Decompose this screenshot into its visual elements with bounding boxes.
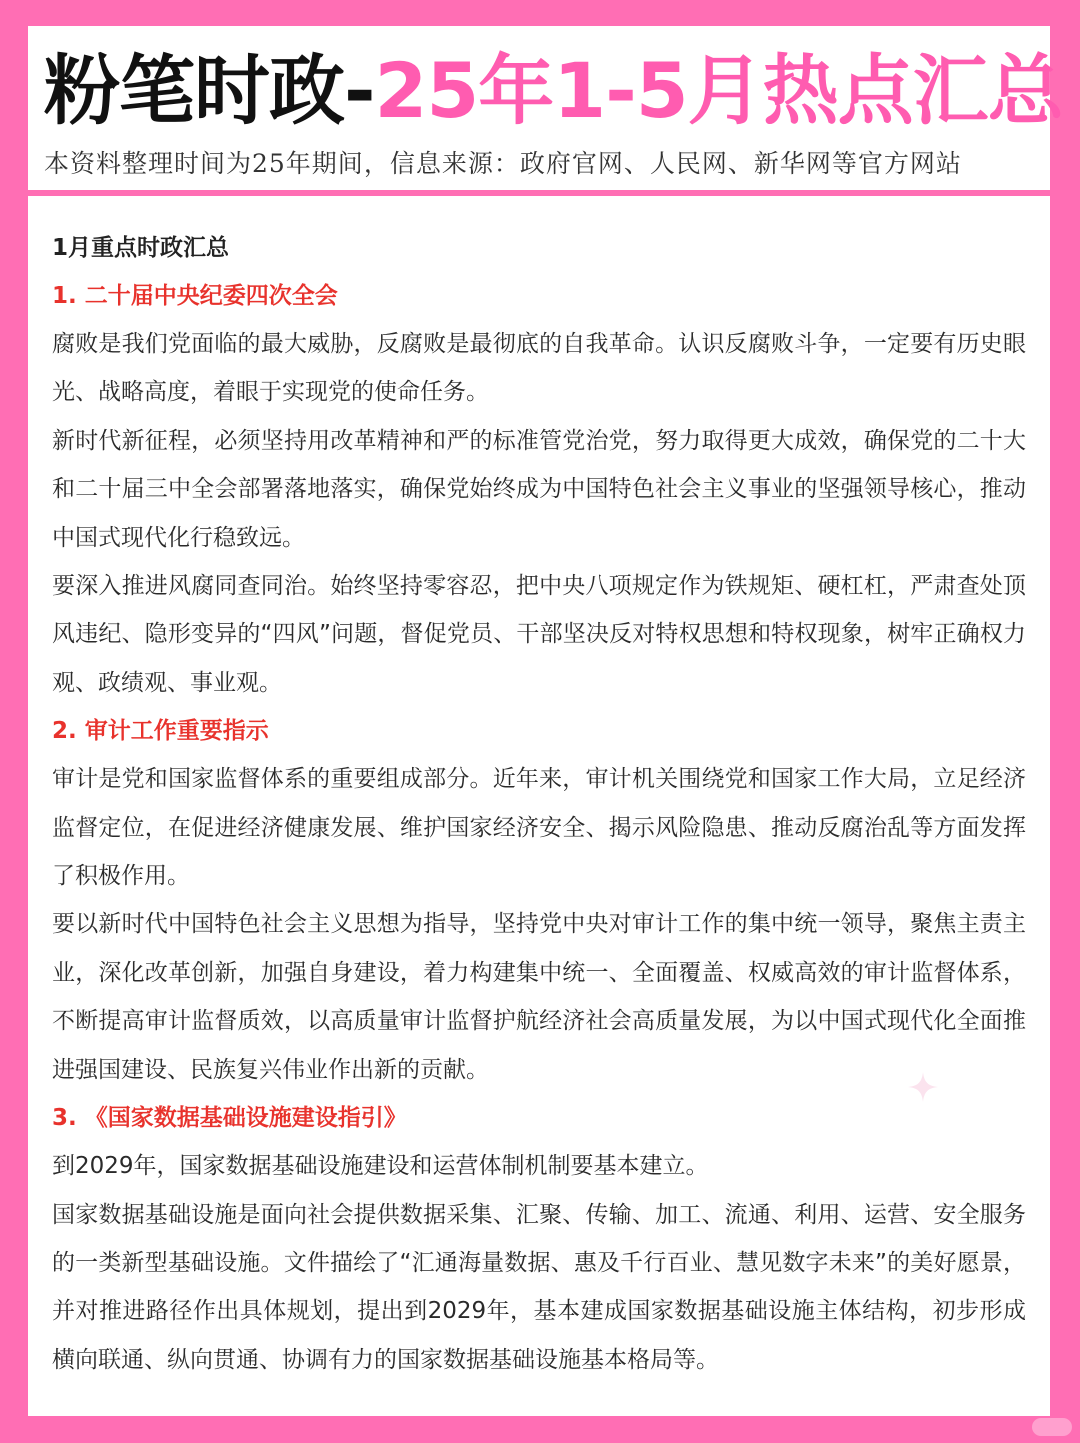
section-heading: 3. 《国家数据基础设施建设指引》 [52, 1105, 407, 1132]
section-3 [52, 1094, 1026, 1384]
paragraph: 要深入推进风腐同查同治。始终坚持零容忍，把中央八项规定作为铁规矩、硬杠杠，严肃查处顶风违纪、隐形变异的“四风”问题，督促党员、干部坚决反对特权思想和特权现象，树牢正确权力观、政绩观、事业观。 [52, 573, 1026, 696]
paragraph: 要以新时代中国特色社会主义思想为指导，坚持党中央对审计工作的集中统一领导，聚焦主责主业，深化改革创新，加强自身建设，着力构建集中统一、全面覆盖、权威高效的审计监督体系，不断提高审计监督质效，以高质量审计监督护航经济社会高质量发展，为以中国式现代化全面推进强国建设、民族复兴伟业作出新的贡献。 [52, 911, 1026, 1083]
paragraph: 到2029年，国家数据基础设施建设和运营体制机制要基本建立。 [52, 1153, 709, 1180]
paragraph: 审计是党和国家监督体系的重要组成部分。近年来，审计机关围绕党和国家工作大局，立足经济监督定位，在促进经济健康发展、维护国家经济安全、揭示风险隐患、推动反腐治乱等方面发挥了积极作用。 [52, 766, 1026, 890]
paragraph: 新时代新征程，必须坚持用改革精神和严的标准管党治党，努力取得更大成效，确保党的二十大和二十届三中全会部署落地落实，确保党始终成为中国特色社会主义事业的坚强领导核心，推动中国式现代化行稳致远。 [52, 427, 1026, 551]
title-brand: 粉笔时政- [44, 46, 375, 135]
content-card [28, 196, 1050, 1416]
sparkle-icon [908, 1072, 938, 1102]
header-card [28, 26, 1063, 190]
section-2 [52, 707, 1026, 1094]
month-heading: 1月重点时政汇总 [52, 235, 230, 261]
page-title [44, 46, 1063, 136]
section-1 [52, 272, 1026, 707]
title-topic: 25年1-5月热点汇总 [374, 46, 1063, 135]
section-heading: 2. 审计工作重要指示 [52, 718, 269, 745]
source-note: 本资料整理时间为25年期间，信息来源：政府官网、人民网、新华网等官方网站 [44, 149, 962, 178]
paragraph: 国家数据基础设施是面向社会提供数据采集、汇聚、传输、加工、流通、利用、运营、安全服务的一类新型基础设施。文件描绘了“汇通海量数据、惠及千行百业、慧见数字未来”的美好愿景，并对推进路径作出具体规划，提出到2029年，基本建成国家数据基础设施主体结构，初步形成横向联通、纵向贯通、协调有力的国家数据基础设施基本格局等。 [52, 1201, 1026, 1373]
paragraph: 腐败是我们党面临的最大威胁，反腐败是最彻底的自我革命。认识反腐败斗争，一定要有历史眼光、战略高度，着眼于实现党的使命任务。 [52, 331, 1026, 406]
watermark-badge [1032, 1418, 1072, 1436]
section-heading: 1. 二十届中央纪委四次全会 [52, 283, 338, 309]
